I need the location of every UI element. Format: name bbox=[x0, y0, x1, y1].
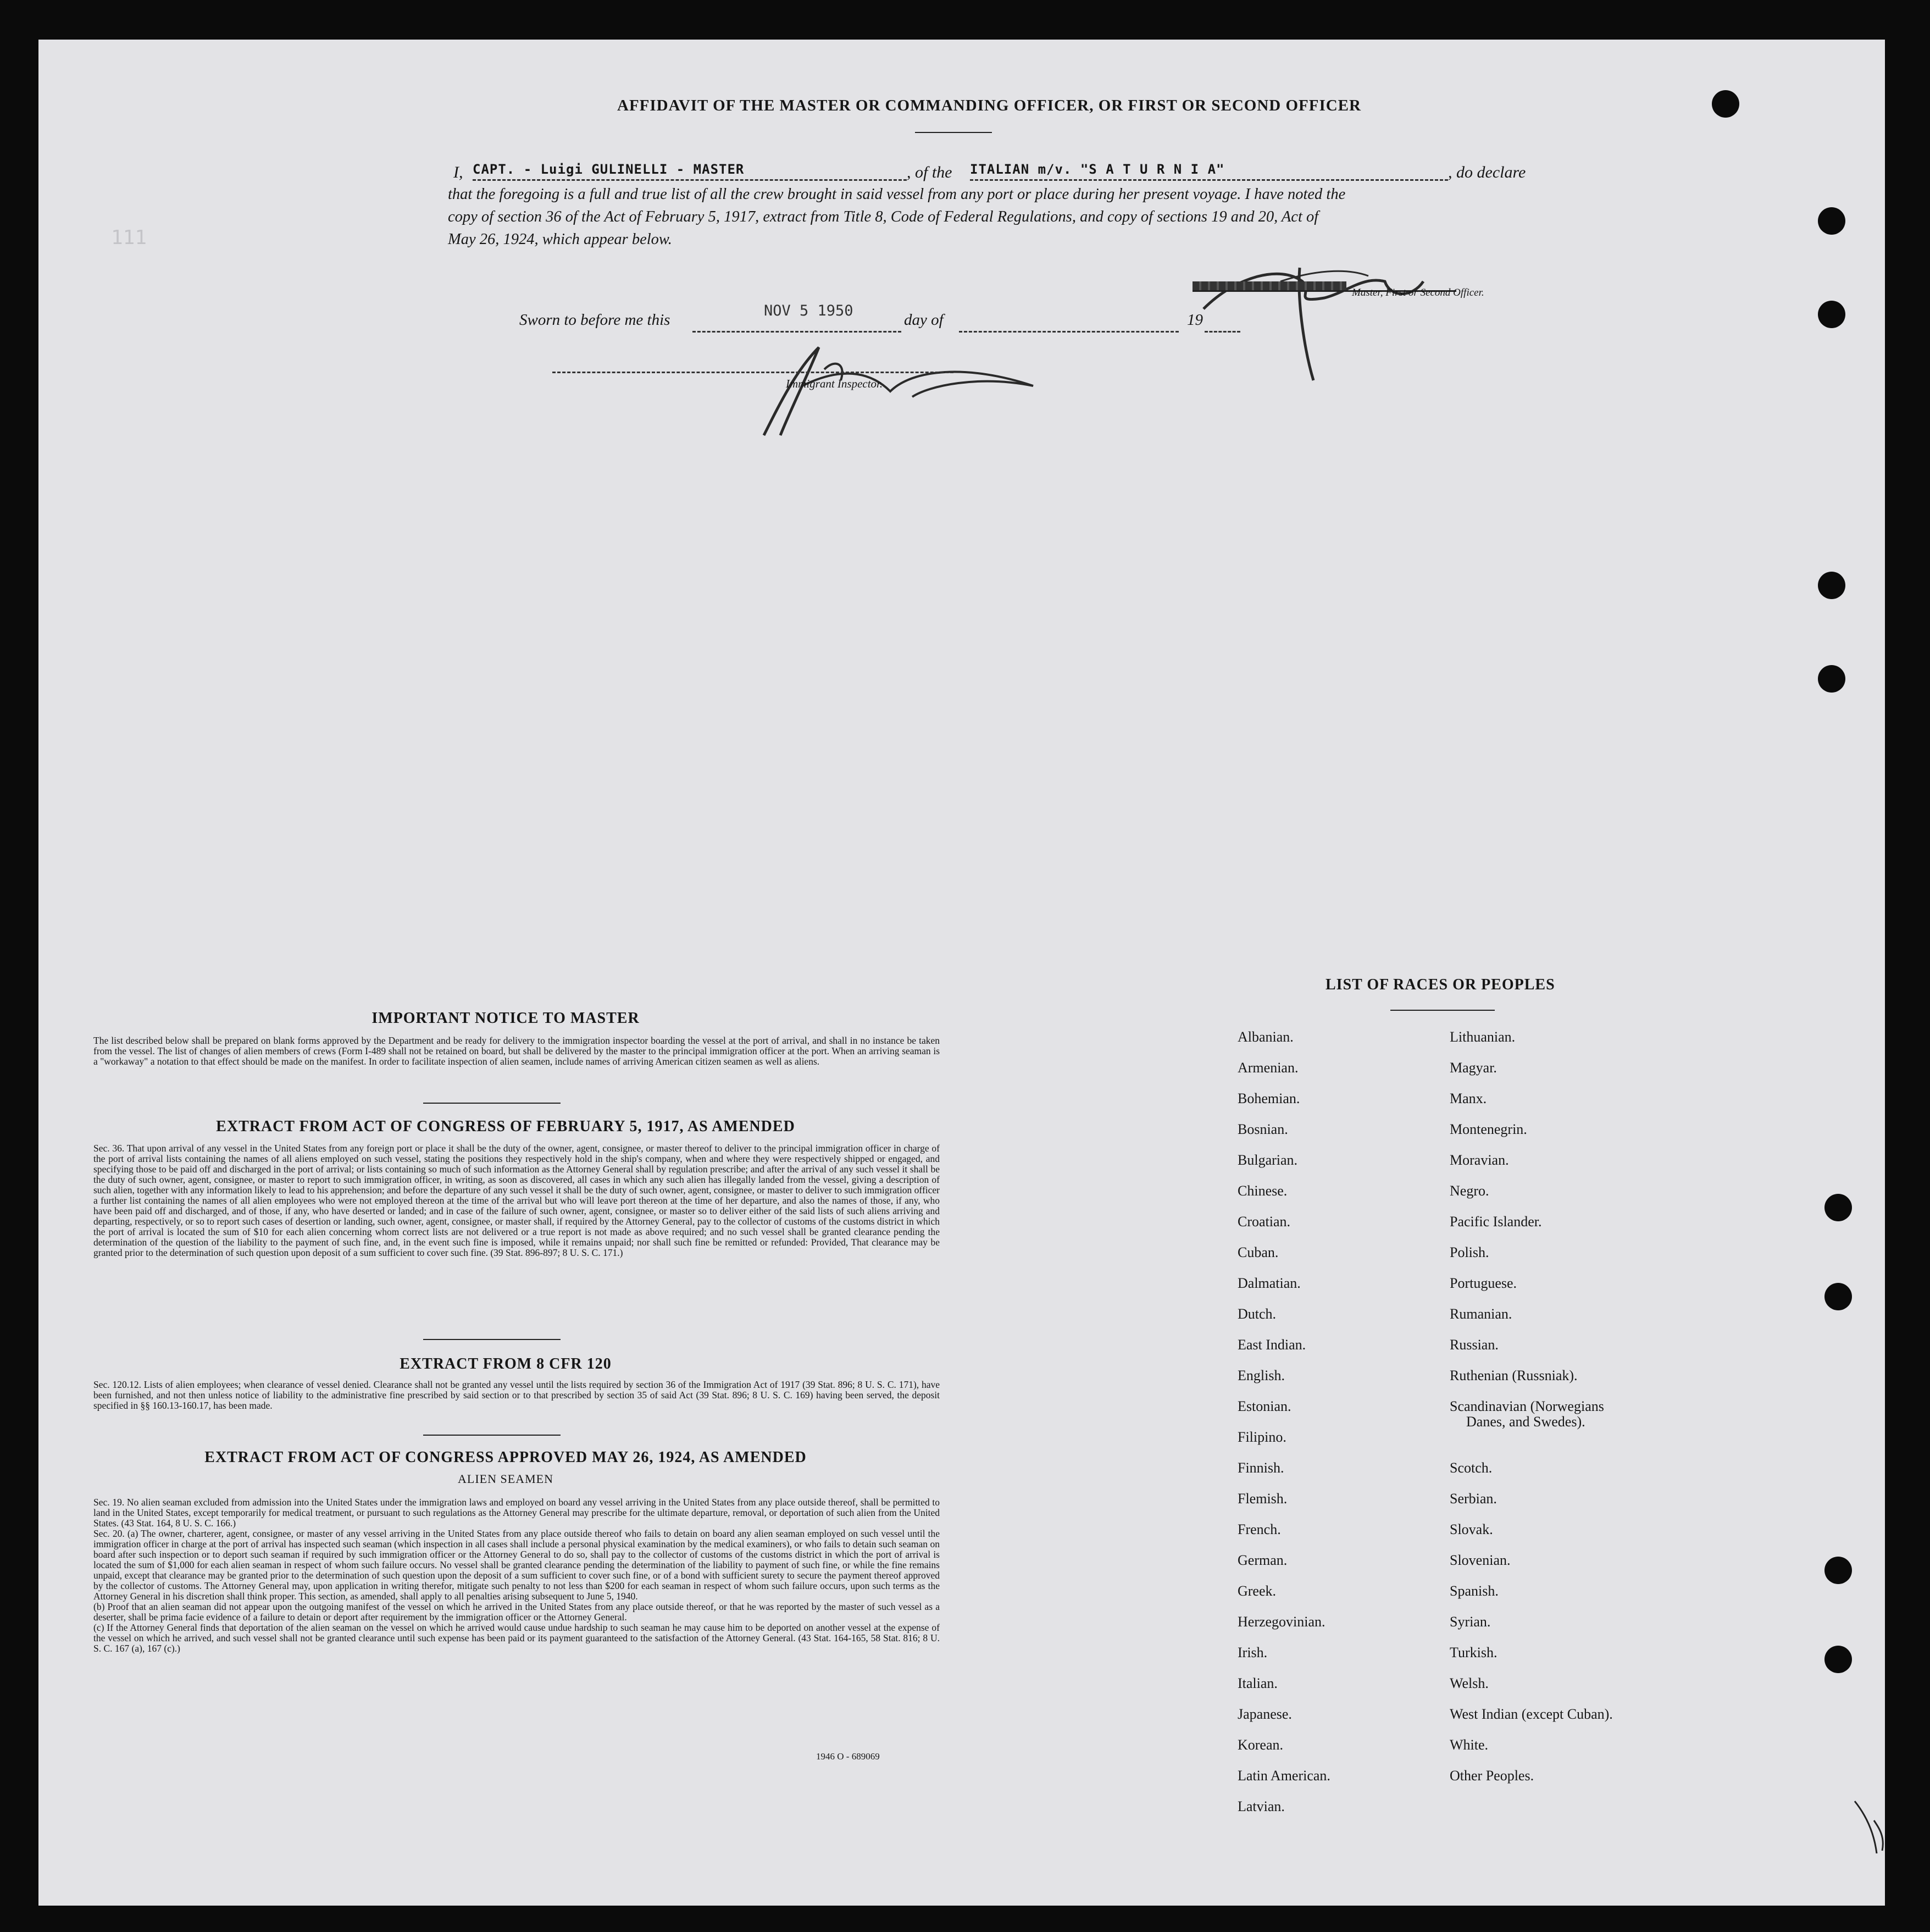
race-item: Irish. bbox=[1238, 1645, 1268, 1660]
race-item: Dutch. bbox=[1238, 1306, 1277, 1322]
race-item: English. bbox=[1238, 1368, 1285, 1383]
race-item: East Indian. bbox=[1238, 1337, 1306, 1353]
race-item: Flemish. bbox=[1238, 1491, 1288, 1507]
race-item: Bosnian. bbox=[1238, 1121, 1288, 1137]
race-item: Negro. bbox=[1450, 1183, 1489, 1199]
race-item: Korean. bbox=[1238, 1737, 1284, 1753]
race-item: Japanese. bbox=[1238, 1706, 1292, 1722]
race-item: Latin American. bbox=[1238, 1768, 1330, 1784]
extract-8cfr-title: EXTRACT FROM 8 CFR 120 bbox=[400, 1355, 612, 1372]
extract-8cfr-text: Sec. 120.12. Lists of alien employees; when clearance of vessel denied. Clearance shall not be granted any vessel until the lists required by section 36 of the Immigration Act of 1917 (39 Stat. 896; 8 U. S. C. 171), have been furnished, and not then unless notice of liability to the administrative fine prescribed by said section or to that prescribed by section 35 of said Act (39 Stat. 896; 8 U. S. C. 169) having been served, the deposit specified in §§ 160.13-160.17, has been made. bbox=[93, 1380, 940, 1411]
race-item: Italian. bbox=[1238, 1675, 1278, 1691]
race-item: Magyar. bbox=[1450, 1060, 1497, 1076]
year-line bbox=[1205, 331, 1240, 333]
punch-hole bbox=[1818, 665, 1845, 693]
declaration-lead: I, bbox=[453, 163, 463, 181]
race-item: Ruthenian (Russniak). bbox=[1450, 1368, 1578, 1383]
day-of-label: day of bbox=[904, 311, 944, 329]
punch-hole bbox=[1824, 1646, 1852, 1673]
race-item: Cuban. bbox=[1238, 1244, 1279, 1260]
race-item: Danes, and Swedes). bbox=[1466, 1414, 1585, 1430]
punch-hole bbox=[1824, 1557, 1852, 1584]
declaration-line-4: May 26, 1924, which appear below. bbox=[448, 231, 672, 248]
date-stamp: NOV 5 1950 bbox=[764, 302, 853, 319]
race-item: Estonian. bbox=[1238, 1398, 1291, 1414]
race-item: Scandinavian (Norwegians bbox=[1450, 1398, 1604, 1414]
print-code: 1946 O - 689069 bbox=[816, 1751, 880, 1762]
notice-title: IMPORTANT NOTICE TO MASTER bbox=[371, 1010, 640, 1027]
master-name-field: CAPT. - Luigi GULINELLI - MASTER bbox=[473, 162, 745, 177]
race-item: Bohemian. bbox=[1238, 1090, 1300, 1106]
punch-hole bbox=[1818, 572, 1845, 599]
races-underline bbox=[1390, 1010, 1495, 1011]
signature-caption: Master, First or Second Officer. bbox=[1352, 287, 1484, 298]
master-signature bbox=[1182, 215, 1489, 397]
divider bbox=[423, 1435, 561, 1436]
document-page bbox=[38, 40, 1885, 1906]
punch-hole bbox=[1712, 90, 1739, 118]
margin-mark: 111 bbox=[111, 226, 147, 249]
extract-1924-title: EXTRACT FROM ACT OF CONGRESS APPROVED MAY 26, 1924, AS AMENDED bbox=[204, 1449, 807, 1466]
vessel-name-field: ITALIAN m/v. "S A T U R N I A" bbox=[970, 162, 1225, 177]
race-item: Serbian. bbox=[1450, 1491, 1497, 1507]
sec-20b-text: (b) Proof that an alien seaman did not appear upon the outgoing manifest of the vessel on which he arrived in the United States from any place outside thereof, or that he was reported by the master of such vessel as a deserter, shall be prima facie evidence of a failure to detain or deport after requirement by the immigration officer or the Attorney General. bbox=[93, 1601, 940, 1623]
extract-1917-title: EXTRACT FROM ACT OF CONGRESS OF FEBRUARY 5, 1917, AS AMENDED bbox=[216, 1118, 795, 1135]
race-item: Lithuanian. bbox=[1450, 1029, 1516, 1045]
race-item: Croatian. bbox=[1238, 1214, 1291, 1230]
vessel-name-line bbox=[970, 179, 1448, 181]
race-item: Armenian. bbox=[1238, 1060, 1299, 1076]
of-the-label: , of the bbox=[907, 163, 952, 181]
do-declare-label: , do declare bbox=[1448, 163, 1526, 181]
punch-hole bbox=[1818, 301, 1845, 328]
race-item: Other Peoples. bbox=[1450, 1768, 1534, 1784]
affidavit-title: AFFIDAVIT OF THE MASTER OR COMMANDING OFFICER, OR FIRST OR SECOND OFFICER bbox=[617, 97, 1361, 114]
extract-1924-body bbox=[93, 1497, 940, 1800]
title-underline bbox=[915, 132, 992, 133]
race-item: Slovak. bbox=[1450, 1521, 1493, 1537]
race-item: Scotch. bbox=[1450, 1460, 1493, 1476]
punch-hole bbox=[1824, 1283, 1852, 1310]
race-item: Manx. bbox=[1450, 1090, 1487, 1106]
race-item: Albanian. bbox=[1238, 1029, 1294, 1045]
divider bbox=[423, 1103, 561, 1104]
inspector-caption: Immigrant Inspector. bbox=[786, 377, 883, 390]
extract-1924-subtitle: ALIEN SEAMEN bbox=[458, 1472, 553, 1486]
notice-text: The list described below shall be prepared on blank forms approved by the Department and be ready for delivery to the immigration inspector boarding the vessel at the port of arrival, and shall in no instance be taken from the vessel. The list of changes of alien members of crews (Form I-489 shall not be retained on board, but shall be delivered by the master to the principal immigration officer at the port. When an arriving seaman is a "workaway" a notation to that effect should be made on the manifest. In order to facilitate inspection of alien seamen, include names of arriving American citizen seamen as well as aliens. bbox=[93, 1035, 940, 1067]
declaration-line-3: copy of section 36 of the Act of February 5, 1917, extract from Title 8, Code of Federal Regulations, and copy of sections 19 and 20, Act of bbox=[448, 208, 1319, 225]
pencil-mark bbox=[1852, 1798, 1896, 1859]
race-item: West Indian (except Cuban). bbox=[1450, 1706, 1613, 1722]
race-item: Filipino. bbox=[1238, 1429, 1286, 1445]
race-item: Slovenian. bbox=[1450, 1552, 1511, 1568]
race-item: Chinese. bbox=[1238, 1183, 1288, 1199]
master-name-line bbox=[473, 179, 907, 181]
extract-1917-text: Sec. 36. That upon arrival of any vessel in the United States from any foreign port or place it shall be the duty of the owner, agent, consignee, or master thereof to deliver to the principal immigration officer in charge of the port of arrival lists containing the names of all aliens employed on such vessel, stating the positions they respectively hold in the ship's company, when and where they were respectively shipped or engaged, and specifying those to be paid off and discharged in the port of arrival; or lists containing so much of such information as the Attorney General shall by regulation prescribe; and after the arrival of any such vessel it shall be the duty of such owner, agent, consignee, or master to report to such immigration officer, in writing, as soon as discovered, all cases in which any such alien has illegally landed from the vessel, giving a description of such alien, together with any information likely to lead to his apprehension; and before the departure of any such vessel it shall be the duty of such owner, agent, consignee, or master to deliver to such immigration officer a further list containing the names of all alien employees who were not employed thereon at the time of the arrival but who will leave port thereon at the time of her departure, and also the names of those, if any, who have been paid off and discharged, and of those, if any, who have deserted or landed; and in case of the failure of such owner, agent, consignee, or master so to deliver either of the said lists of such aliens arriving and departing, respectively, or so to report such cases of desertion or landing, such owner, agent, consignee, or master shall, if required by the Attorney General, pay to the collector of customs of the customs district in which the port of arrival is located the sum of $10 for each alien concerning whom correct lists are not delivered or a true report is not made as above required; and no such vessel shall be granted clearance pending the determination of the question of the liability to the payment of such fine, and, in the event such fine is imposed, while it remains unpaid; nor shall such fine be remitted or refunded: Provided, That clearance may be granted prior to the determination of such question upon deposit of a sum sufficient to cover such fine. (39 Stat. 896-897; 8 U. S. C. 171.) bbox=[93, 1143, 940, 1258]
race-item: French. bbox=[1238, 1521, 1281, 1537]
race-item: Bulgarian. bbox=[1238, 1152, 1298, 1168]
races-title: LIST OF RACES OR PEOPLES bbox=[1326, 976, 1555, 993]
race-item: German. bbox=[1238, 1552, 1288, 1568]
race-item: Greek. bbox=[1238, 1583, 1277, 1599]
year-prefix: 19 bbox=[1187, 311, 1203, 329]
race-item: Syrian. bbox=[1450, 1614, 1491, 1630]
race-item: Welsh. bbox=[1450, 1675, 1489, 1691]
race-item: Russian. bbox=[1450, 1337, 1499, 1353]
race-item: Finnish. bbox=[1238, 1460, 1284, 1476]
sec-20a-text: Sec. 20. (a) The owner, charterer, agent, consignee, or master of any vessel arriving in the United States from any place outside thereof who fails to detain on board any alien seaman employed on such vessel until the immigration officer in charge at the port of arrival has inspected such seaman (which inspection in all cases shall include a personal physical examination by the medical examiners), or who fails to detain such seaman on board after such inspection or to deport such seaman if required by such immigration officer or the Attorney General to do so, shall pay to the collector of customs of the customs district in which the port of arrival is located the sum of $1,000 for each alien seaman in respect of whom such failure occurs. No vessel shall be granted clearance pending the determination of the liability to payment of such fine, or while the fine remains unpaid, except that clearance may be granted prior to the determination of such question upon the deposit of a sum sufficient to cover such fine, or of a bond with sufficient surety to secure the payment thereof approved by the collector of customs. The Attorney General may, upon application in writing therefor, mitigate such penalty to not less than $200 for each seaman in respect of whom such failure occurs, upon such terms as the Attorney General in his discretion shall think proper. This section, as amended, shall apply to all penalties arising subsequent to June 5, 1940. bbox=[93, 1528, 940, 1602]
race-item: Herzegovinian. bbox=[1238, 1614, 1326, 1630]
race-item: Dalmatian. bbox=[1238, 1275, 1301, 1291]
race-item: Rumanian. bbox=[1450, 1306, 1512, 1322]
sec-20c-text: (c) If the Attorney General finds that deportation of the alien seaman on the vessel on which he arrived would cause undue hardship to such seaman he may cause him to be deported on another vessel at the expense of the vessel on which he arrived, and such vessel shall not be granted clearance until such expense has been paid or its payment guaranteed to the satisfaction of the Attorney General. (43 Stat. 164-165, 58 Stat. 816; 8 U. S. C. 167 (a), 167 (c).) bbox=[93, 1622, 940, 1654]
race-item: White. bbox=[1450, 1737, 1489, 1753]
race-item: Portuguese. bbox=[1450, 1275, 1517, 1291]
punch-hole bbox=[1818, 207, 1845, 235]
redaction-strike bbox=[1193, 281, 1346, 290]
race-item: Turkish. bbox=[1450, 1645, 1498, 1660]
race-item: Spanish. bbox=[1450, 1583, 1499, 1599]
inspector-line bbox=[552, 372, 953, 373]
divider bbox=[423, 1339, 561, 1340]
race-item: Polish. bbox=[1450, 1244, 1489, 1260]
race-item: Pacific Islander. bbox=[1450, 1214, 1542, 1230]
punch-hole bbox=[1824, 1194, 1852, 1221]
race-item: Moravian. bbox=[1450, 1152, 1509, 1168]
sworn-prefix: Sworn to before me this bbox=[519, 311, 670, 329]
race-item: Latvian. bbox=[1238, 1798, 1285, 1814]
sec-19-text: Sec. 19. No alien seaman excluded from admission into the United States under the immigration laws and employed on board any vessel arriving in the United States from any place outside thereof, shall be permitted to land in the United States, except temporarily for medical treatment, or pursuant to such regulations as the Attorney General may prescribe for the ultimate departure, removal, or deportation of such alien from the United States. (43 Stat. 164, 8 U. S. C. 166.) bbox=[93, 1497, 940, 1529]
declaration-line-2: that the foregoing is a full and true list of all the crew brought in said vessel from any port or place during her present voyage. I have noted the bbox=[448, 186, 1346, 203]
race-item: Montenegrin. bbox=[1450, 1121, 1527, 1137]
